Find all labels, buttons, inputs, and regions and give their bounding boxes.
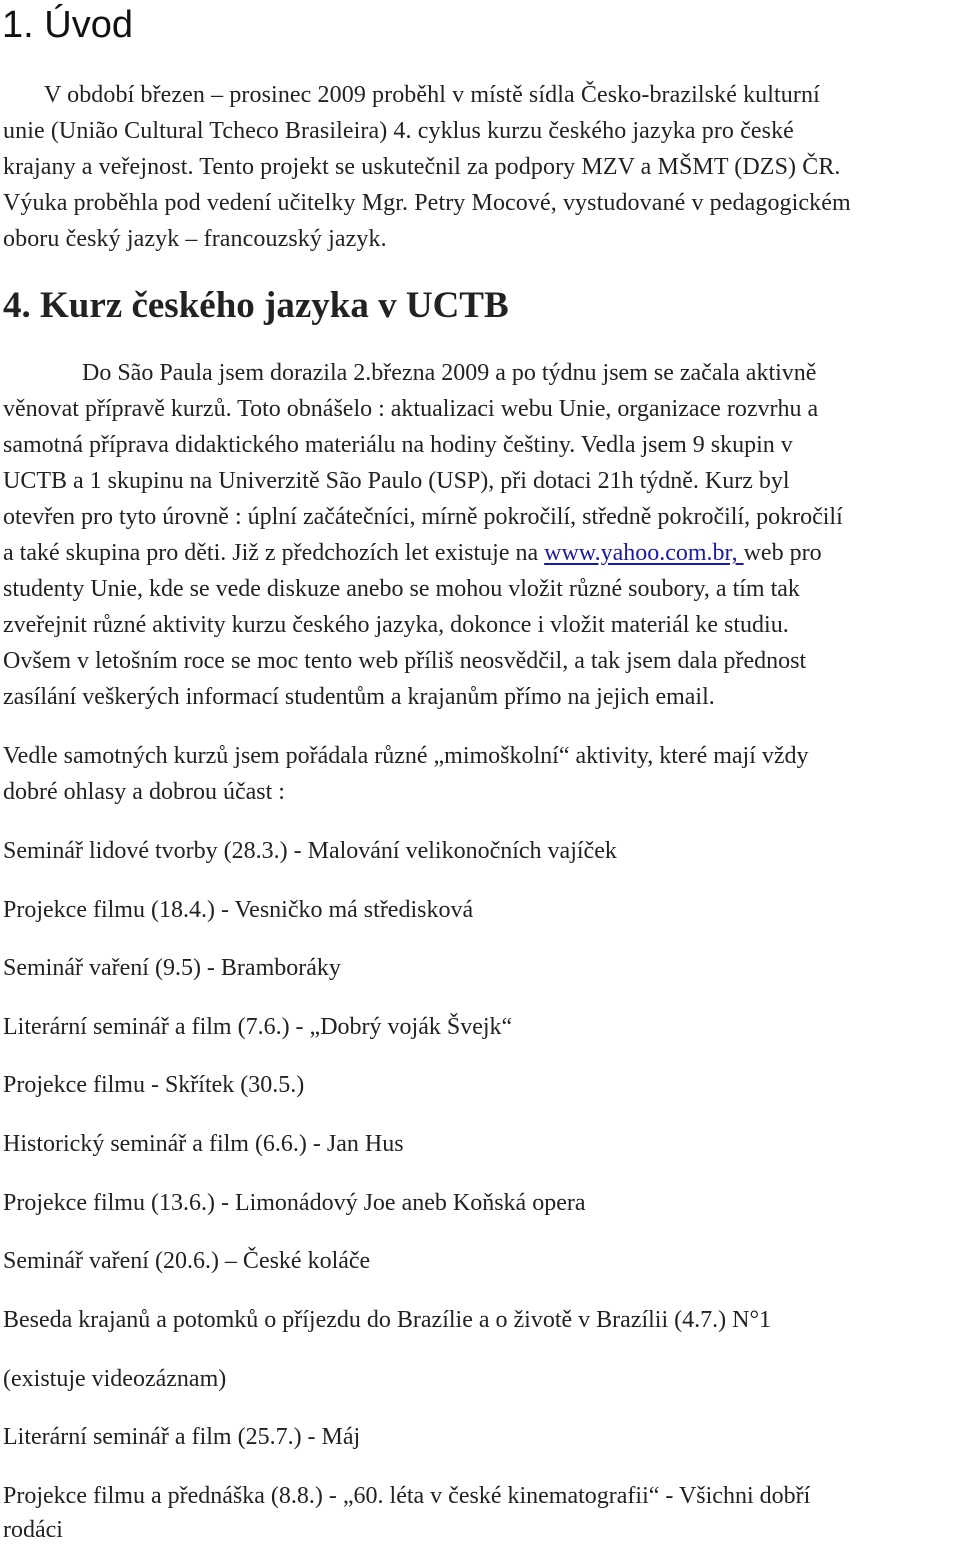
- intro-line: oboru český jazyk – francouzský jazyk.: [3, 226, 387, 252]
- activity-item: Beseda krajanů a potomků o příjezdu do Brazílie a o životě v Brazílii (4.7.) N°1: [3, 1307, 772, 1333]
- intro-line: krajany a veřejnost. Tento projekt se uskutečnil za podpory MZV a MŠMT (DZS) ČR.: [3, 154, 841, 180]
- body-line: věnovat přípravě kurzů. Toto obnášelo : aktualizaci webu Unie, organizace rozvrhu a: [3, 396, 819, 422]
- activity-item: Projekce filmu (18.4.) - Vesničko má středisková: [3, 897, 474, 923]
- activity-item: Seminář vaření (20.6.) – České koláče: [3, 1248, 371, 1274]
- activities-intro-line: Vedle samotných kurzů jsem pořádala různé „mimoškolní“ aktivity, které mají vždy: [3, 743, 809, 769]
- activity-item: Literární seminář a film (25.7.) - Máj: [3, 1424, 361, 1450]
- intro-line: V období březen – prosinec 2009 proběhl v místě sídla Česko-brazilské kulturní: [44, 82, 820, 108]
- section-heading-uvod: 1. Úvod: [2, 4, 133, 46]
- activities-intro-line: dobré ohlasy a dobrou účast :: [3, 779, 285, 805]
- body-line: otevřen pro tyto úrovně : úplní začátečníci, mírně pokročilí, středně pokročilí, pokročilí: [3, 504, 843, 530]
- activity-item: Seminář lidové tvorby (28.3.) - Malování velikonočních vajíček: [3, 838, 617, 864]
- body-text: a také skupina pro děti. Již z předchozích let existuje na: [3, 540, 545, 566]
- activity-item: Projekce filmu a přednáška (8.8.) - „60. léta v české kinematografii“ - Všichni dobří: [3, 1483, 811, 1509]
- activity-item: rodáci: [3, 1517, 63, 1543]
- body-line: Ovšem v letošním roce se moc tento web příliš neosvědčil, a tak jsem dala přednost: [3, 648, 807, 674]
- activity-item: Projekce filmu (13.6.) - Limonádový Joe aneb Koňská opera: [3, 1190, 586, 1216]
- activity-item: Literární seminář a film (7.6.) - „Dobrý voják Švejk“: [3, 1014, 513, 1040]
- body-line-with-link: [3, 538, 822, 568]
- body-line: zveřejnit různé aktivity kurzu českého jazyka, dokonce i vložit materiál ke studiu.: [3, 612, 789, 638]
- yahoo-link[interactable]: www.yahoo.com.br,: [544, 540, 744, 566]
- body-text: web pro: [743, 540, 822, 566]
- intro-line: unie (União Cultural Tcheco Brasileira) 4. cyklus kurzu českého jazyka pro české: [3, 118, 794, 144]
- activity-item: (existuje videozáznam): [3, 1366, 227, 1392]
- body-line: studenty Unie, kde se vede diskuze anebo se mohou vložit různé soubory, a tím tak: [3, 576, 800, 602]
- body-line: Do São Paula jsem dorazila 2.března 2009 a po týdnu jsem se začala aktivně: [82, 360, 817, 386]
- activity-item: Seminář vaření (9.5) - Bramboráky: [3, 955, 341, 981]
- body-line: samotná příprava didaktického materiálu na hodiny češtiny. Vedla jsem 9 skupin v: [3, 432, 793, 458]
- body-line: UCTB a 1 skupinu na Univerzitě São Paulo (USP), při dotaci 21h týdně. Kurz byl: [3, 468, 790, 494]
- activity-item: Historický seminář a film (6.6.) - Jan Hus: [3, 1131, 404, 1157]
- section-heading-kurz: 4. Kurz českého jazyka v UCTB: [3, 285, 509, 326]
- body-line: zasílání veškerých informací studentům a krajanům přímo na jejich email.: [3, 684, 715, 710]
- intro-line: Výuka proběhla pod vedení učitelky Mgr. Petry Mocové, vystudované v pedagogickém: [3, 190, 851, 216]
- activity-item: Projekce filmu - Skřítek (30.5.): [3, 1072, 305, 1098]
